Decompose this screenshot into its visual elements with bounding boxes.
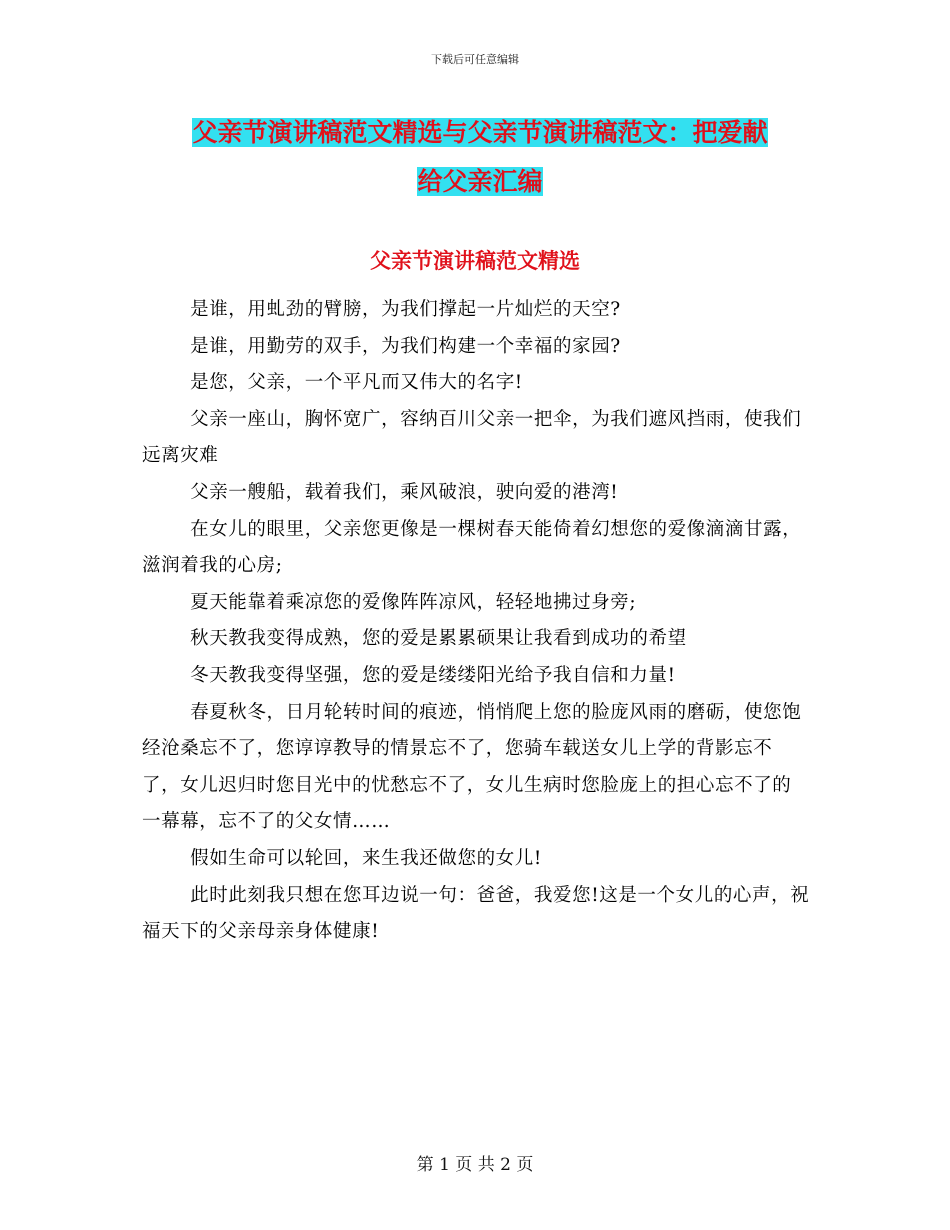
paragraph: 春夏秋冬，日月轮转时间的痕迹，悄悄爬上您的脸庞风雨的磨砺，使您饱经沧桑忘不了，您谆谆教导的情景忘不了，您骑车载送女儿上学的背影忘不了，女儿迟归时您目光中的忧愁忘不了，女儿生病时您脸庞上的担心忘不了的一幕幕，忘不了的父女情…… xyxy=(142,701,802,833)
paragraph: 冬天教我变得坚强，您的爱是缕缕阳光给予我自信和力量! xyxy=(190,664,676,686)
document-body xyxy=(142,292,810,951)
paragraph: 是谁，用勤劳的双手，为我们构建一个幸福的家园? xyxy=(190,335,621,357)
paragraph: 父亲一座山，胸怀宽广，容纳百川父亲一把伞，为我们遮风挡雨，使我们远离灾难 xyxy=(142,408,802,467)
paragraph: 是您，父亲，一个平凡而又伟大的名字! xyxy=(190,372,523,394)
paragraph: 夏天能靠着乘凉您的爱像阵阵凉风，轻轻地拂过身旁; xyxy=(190,591,637,613)
paragraph: 是谁，用虬劲的臂膀，为我们撑起一片灿烂的天空? xyxy=(190,299,621,320)
paragraph: 此时此刻我只想在您耳边说一句：爸爸，我爱您!这是一个女儿的心声，祝福天下的父亲母亲身体健康! xyxy=(142,884,810,943)
section-title: 父亲节演讲稿范文精选 xyxy=(370,248,580,273)
document-title-line-2: 给父亲汇编 xyxy=(417,167,543,196)
document-title-line-1: 父亲节演讲稿范文精选与父亲节演讲稿范文：把爱献 xyxy=(192,118,768,147)
paragraph: 在女儿的眼里，父亲您更像是一棵树春天能倚着幻想您的爱像滴滴甘露，滋润着我的心房; xyxy=(142,518,802,577)
document-title xyxy=(140,108,820,206)
paragraph: 假如生命可以轮回，来生我还做您的女儿! xyxy=(190,847,542,869)
paragraph: 父亲一艘船，载着我们，乘风破浪，驶向爱的港湾! xyxy=(190,481,619,503)
paragraph: 秋天教我变得成熟，您的爱是累累硕果让我看到成功的希望 xyxy=(190,628,687,650)
page-number-footer: 第 1 页 共 2 页 xyxy=(416,1155,534,1175)
page-header-note: 下载后可任意编辑 xyxy=(431,53,519,66)
